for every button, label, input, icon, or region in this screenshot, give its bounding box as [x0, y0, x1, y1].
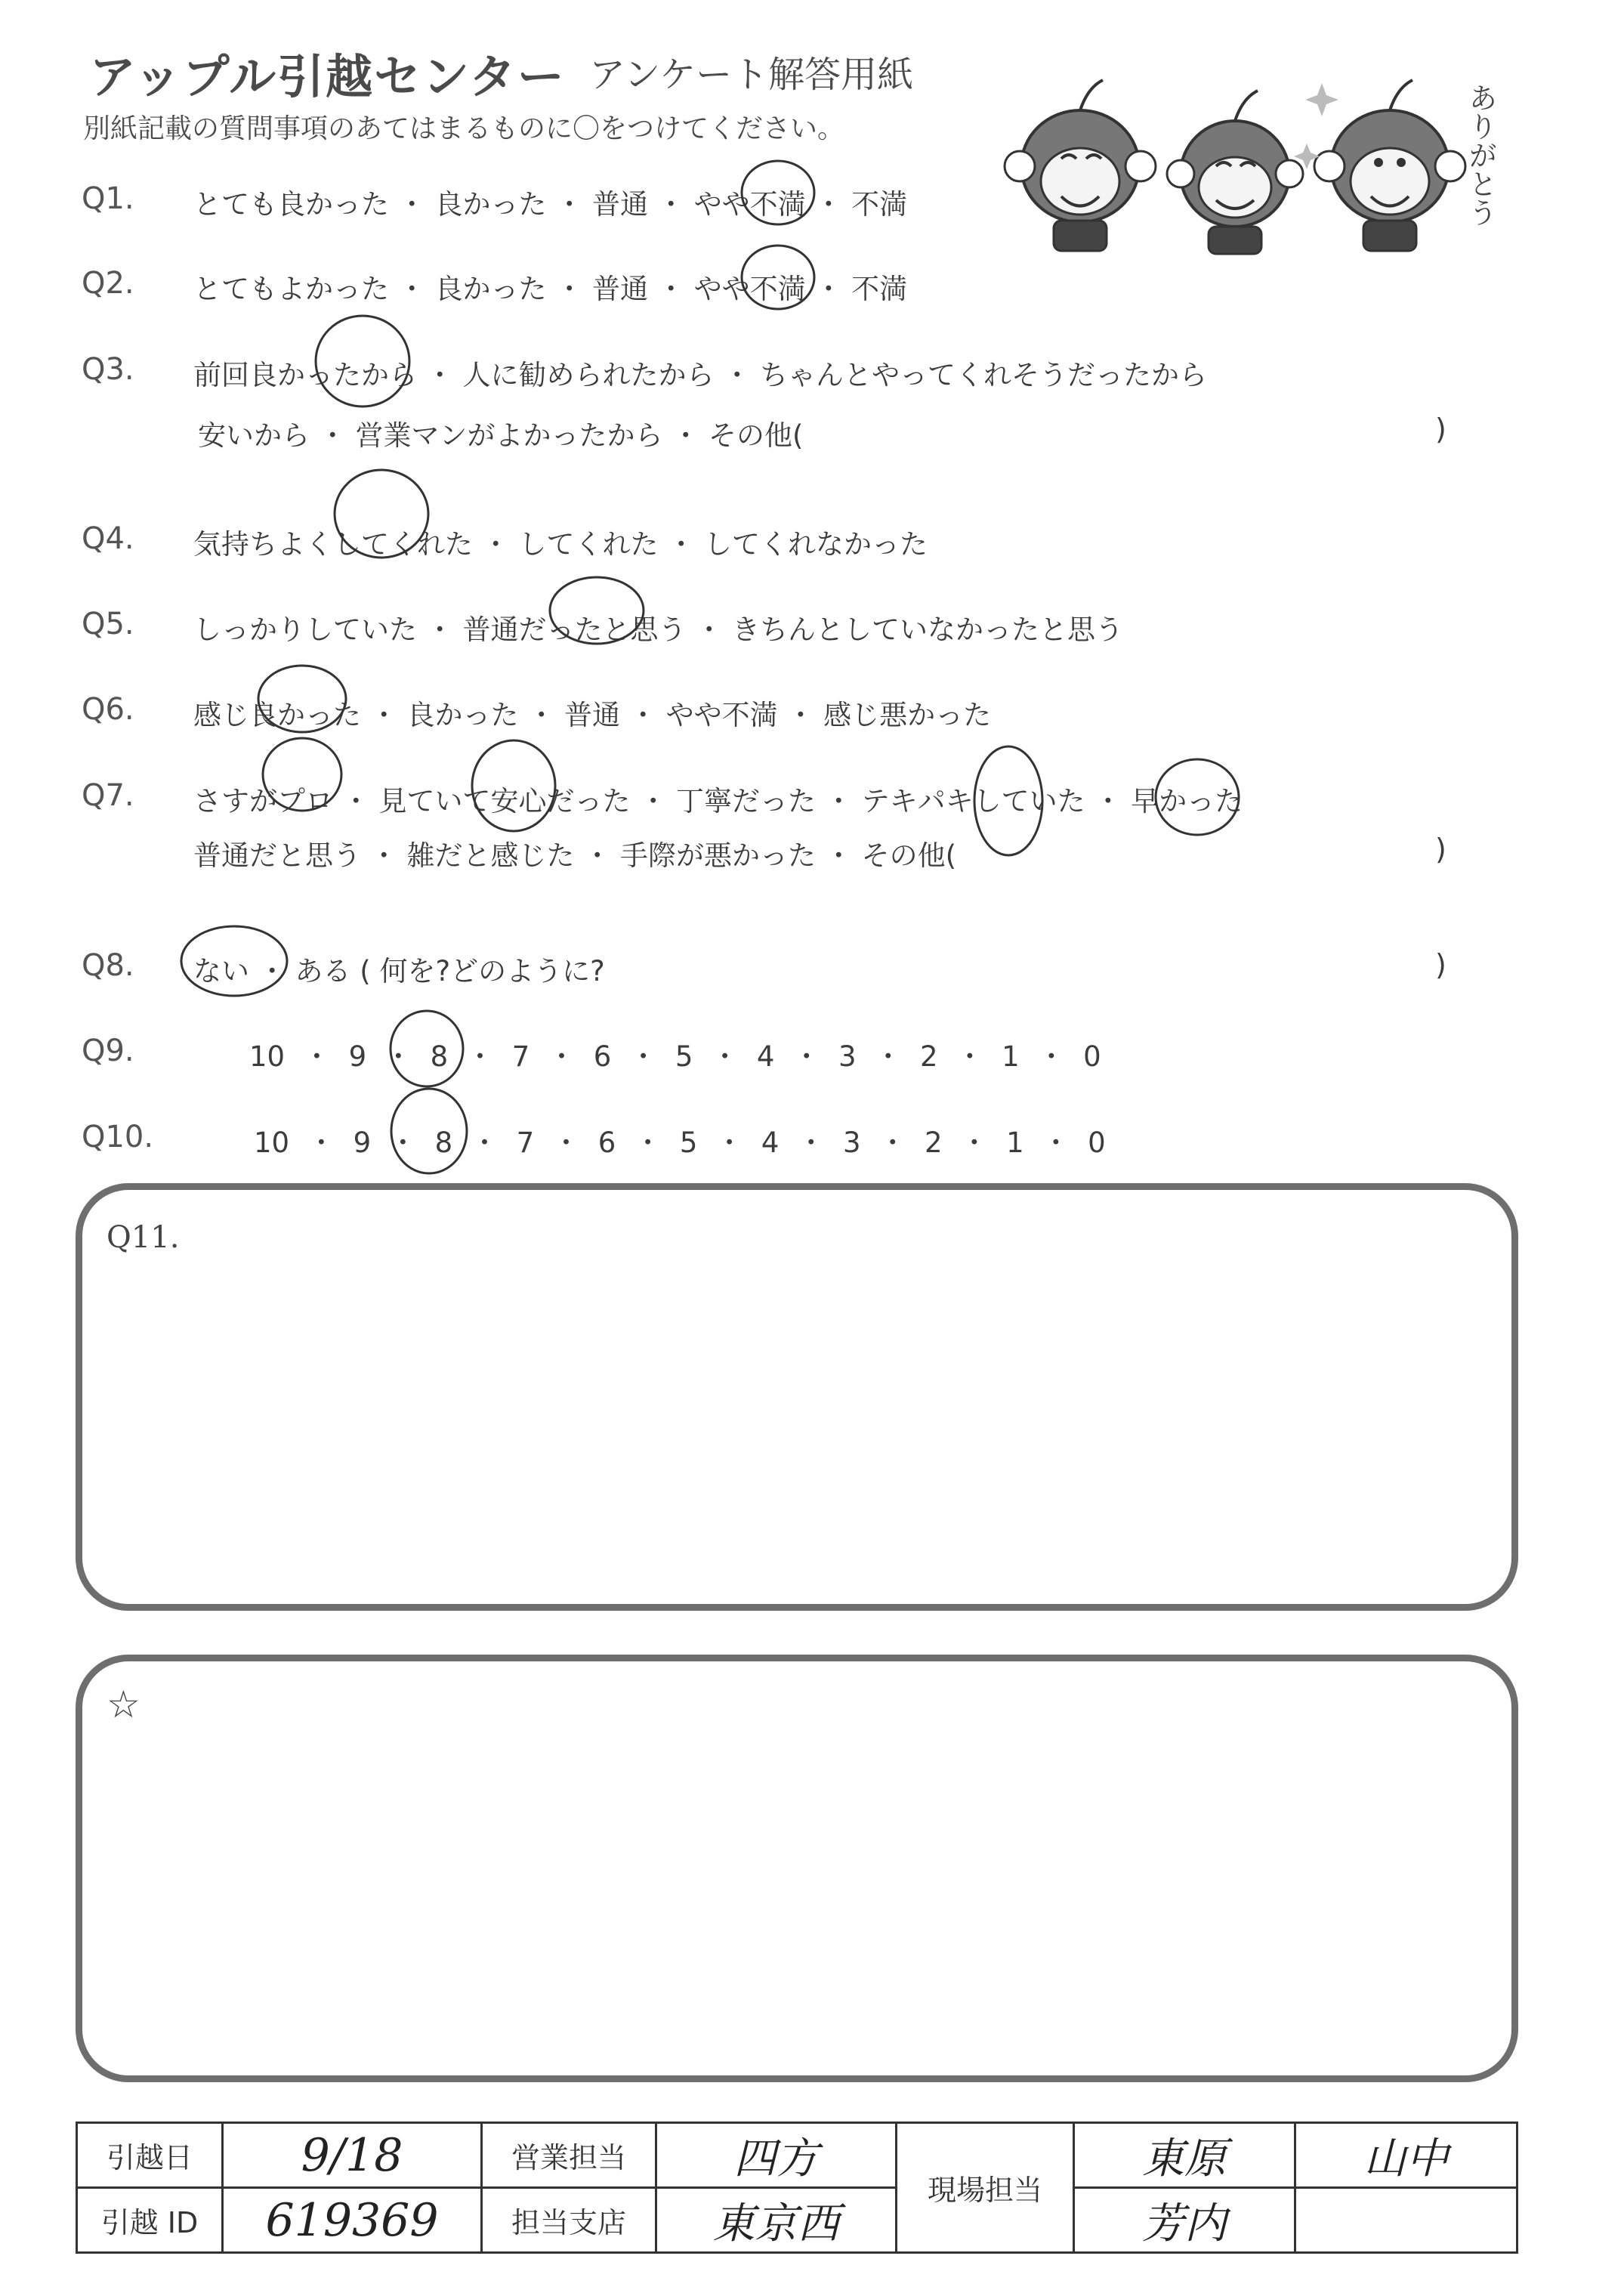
q4-answer-circle: [335, 470, 428, 558]
q1-label: Q1.: [82, 181, 134, 216]
q2-answer-circle: [742, 246, 814, 309]
q9-label: Q9.: [82, 1034, 134, 1068]
q1-answer-circle: [742, 161, 814, 224]
q8-answer-circle: [181, 926, 287, 996]
q8-options[interactable]: ない ・ ある ( 何を?どのように?: [193, 955, 605, 987]
brand-title: アップル引越センター: [89, 49, 566, 104]
q7-answer-circle-3: [974, 746, 1042, 855]
site-staff-1[interactable]: 東原: [1074, 2123, 1295, 2188]
q9-scale[interactable]: 10 ・ 9 ・ 8 ・ 7 ・ 6 ・ 5 ・ 4 ・ 3 ・ 2 ・ 1 ・ 0: [249, 1040, 1101, 1073]
q8-label: Q8.: [82, 948, 134, 983]
sales-rep-label: 営業担当: [482, 2123, 656, 2188]
q7-options-line1[interactable]: さすがプロ ・ 見ていて安心だった ・ 丁寧だった ・ テキパキしていた ・ 早かった: [193, 785, 1243, 817]
branch-value[interactable]: 東京西: [656, 2188, 897, 2253]
site-staff-2[interactable]: 山中: [1295, 2123, 1517, 2188]
mascot-caption: ありがとう: [1464, 83, 1496, 227]
q6-answer-circle: [258, 666, 346, 732]
q4-options[interactable]: 気持ちよくしてくれた ・ してくれた ・ してくれなかった: [193, 528, 928, 561]
q3-close-paren: ): [1435, 413, 1446, 446]
site-rep-label: 現場担当: [897, 2123, 1074, 2253]
q1-options[interactable]: とても良かった ・ 良かった ・ 普通 ・ やや不満 ・ 不満: [193, 188, 908, 221]
q3-options-line1[interactable]: 前回良かったから ・ 人に勧められたから ・ ちゃんとやってくれそうだったから: [193, 359, 1208, 391]
q10-label: Q10.: [82, 1120, 154, 1154]
q7-answer-circle-2: [472, 740, 555, 831]
site-staff-4[interactable]: [1295, 2188, 1517, 2253]
q6-label: Q6.: [82, 692, 134, 727]
q4-label: Q4.: [82, 521, 134, 556]
move-date-value[interactable]: 9/18: [223, 2123, 482, 2188]
q3-answer-circle: [316, 316, 409, 406]
move-id-label: 引越 ID: [77, 2188, 223, 2253]
q11-box-label: Q11.: [107, 1220, 180, 1255]
q11-comment-box[interactable]: [76, 1183, 1518, 1611]
q7-answer-circle-1: [263, 738, 341, 811]
instruction-text: 別紙記載の質問事項のあてはまるものに〇をつけてください。: [83, 113, 845, 144]
star-comment-box[interactable]: [76, 1655, 1518, 2082]
q6-options[interactable]: 感じ良かった ・ 良かった ・ 普通 ・ やや不満 ・ 感じ悪かった: [193, 699, 992, 731]
q3-options-line2[interactable]: 安いから ・ 営業マンがよかったから ・ その他(: [198, 419, 804, 452]
form-subtitle: アンケート解答用紙: [589, 54, 914, 96]
q5-options[interactable]: しっかりしていた ・ 普通だったと思う ・ きちんとしていなかったと思う: [193, 613, 1124, 646]
branch-label: 担当支店: [482, 2188, 656, 2253]
q5-answer-circle: [550, 577, 644, 644]
move-date-label: 引越日: [77, 2123, 223, 2188]
site-staff-3[interactable]: 芳内: [1074, 2188, 1295, 2253]
move-id-value[interactable]: 619369: [223, 2188, 482, 2253]
footer-table: [76, 2121, 1518, 2254]
q2-options[interactable]: とてもよかった ・ 良かった ・ 普通 ・ やや不満 ・ 不満: [193, 273, 908, 305]
q7-options-line2[interactable]: 普通だと思う ・ 雑だと感じた ・ 手際が悪かった ・ その他(: [193, 839, 957, 872]
q7-answer-circle-4: [1156, 759, 1239, 835]
q7-label: Q7.: [82, 778, 134, 813]
q2-label: Q2.: [82, 266, 134, 301]
star-icon: ☆: [107, 1683, 140, 1726]
q7-close-paren: ): [1435, 833, 1446, 866]
q10-answer-circle: [391, 1089, 467, 1173]
sales-rep-value[interactable]: 四方: [656, 2123, 897, 2188]
q8-close-paren: ): [1435, 948, 1446, 981]
q5-label: Q5.: [82, 607, 134, 641]
q10-scale[interactable]: 10 ・ 9 ・ 8 ・ 7 ・ 6 ・ 5 ・ 4 ・ 3 ・ 2 ・ 1 ・ 0: [254, 1126, 1106, 1159]
q3-label: Q3.: [82, 352, 134, 387]
q9-answer-circle: [391, 1011, 463, 1086]
